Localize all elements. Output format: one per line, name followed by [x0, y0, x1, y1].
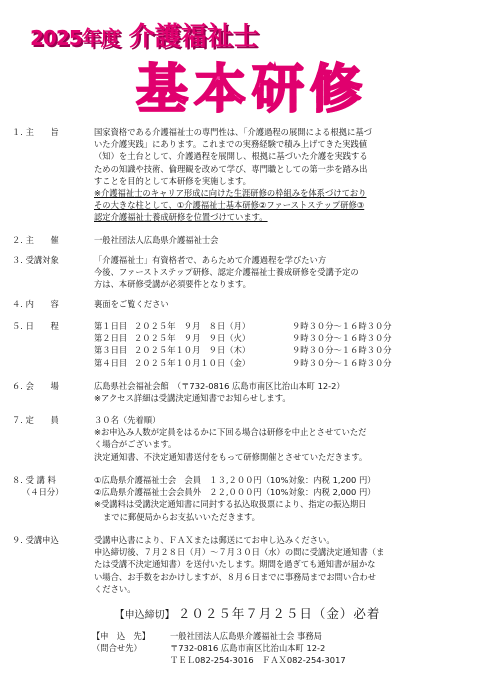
schedule-time: ９時３０分～１６時３０分 [292, 333, 392, 344]
schedule-time: ９時３０分～１６時３０分 [292, 321, 392, 331]
contact-block [92, 630, 346, 667]
schedule-time: ９時３０分～１６時３０分 [292, 357, 392, 368]
section-label: ９. 受講申込 [12, 535, 59, 545]
section-target [12, 254, 487, 291]
schedule-time: ９時３０分～１６時３０分 [292, 345, 392, 356]
text-line: ※お申込み人数が定員をはるかに下回る場合は研修を中止とさせていただ [94, 427, 367, 438]
section-schedule [12, 320, 487, 369]
section-label: ３. 受講対象 [12, 255, 59, 265]
text-line: ください。 [94, 583, 136, 594]
section-label: ４. 内 容 [12, 299, 59, 309]
contact-address: 〒732-0816 広島市南区比治山本町 12-2 [170, 643, 326, 654]
text-line: ①広島県介護福祉士会 会員 １３,２００円（10%対象：内税 1,200 円） [94, 475, 376, 485]
text-line: 国家資格である介護福祉士の専門性は、「介護過程の展開による根拠に基づ [94, 127, 372, 137]
section-label [12, 474, 76, 498]
section-purpose [12, 126, 487, 224]
contact-label: （問合せ先） [92, 643, 142, 654]
contact-label: 【申 込 先】 [92, 631, 151, 641]
section-content [12, 298, 487, 310]
schedule-day: 第４日目 [94, 357, 128, 368]
text-line: ３０名（先着順） [94, 415, 161, 425]
schedule-row [94, 332, 487, 344]
note-line: ※介護福祉士のキャリア形成に向けた生涯研修の枠組みを体系づけており [94, 188, 367, 199]
text-line: 方は、本研修受講が必須要件となります。 [94, 279, 251, 290]
text-line: 今後、ファーストステップ研修、認定介護福祉士養成研修を受講予定の [94, 267, 359, 278]
section-capacity [12, 414, 487, 463]
schedule-date: ２０２５年 ９月 ９日（火） [134, 333, 251, 344]
text-line: たは受講不決定通知書）を送付いたします。期間を過ぎても通知書が届かな [94, 559, 376, 570]
fee-sublabel: （４日分） [22, 487, 64, 498]
text-line: 申込締切後、７月２８日（月）～７月３０日（水）の間に受講決定通知書（ま [94, 547, 385, 558]
deadline-label: 【申込締切】 [114, 610, 175, 621]
section-label: １. 主 旨 [12, 127, 59, 137]
text-line: 広島県社会福祉会館 （〒732-0816 広島市南区比治山本町 12-2） [94, 381, 345, 391]
section-label: ２. 主 催 [12, 235, 59, 245]
text-line: 一般社団法人広島県介護福祉士会 [94, 235, 219, 245]
text-line: （知）を土台として、介護過程を展開し、根拠に基づいた介護を実践する [94, 151, 368, 162]
deadline [0, 604, 495, 622]
schedule-row [94, 344, 487, 356]
title-main: 介護福祉士 [128, 22, 259, 52]
section-venue [12, 380, 487, 404]
section-label: ７. 定 員 [12, 415, 59, 425]
text-line: く場合がございます。 [94, 439, 177, 450]
section-label: ６. 会 場 [12, 381, 59, 391]
text-line: 「介護福祉士」有資格者で、あらためて介護過程を学びたい方 [94, 255, 327, 265]
schedule-date: ２０２５年１０月 ９日（木） [134, 345, 251, 356]
schedule-date: ２０２５年 ９月 ８日（月） [134, 321, 251, 331]
title-line [30, 20, 470, 54]
text-line: 受講申込書により、ＦＡＸまたは郵送にてお申し込みください。 [94, 535, 335, 545]
schedule-date: ２０２５年１０月１０日（金） [134, 357, 251, 368]
section-fee [12, 474, 487, 523]
title-year: 2025年度 [30, 26, 120, 50]
section-application [12, 534, 487, 595]
note-line: その大きな柱として、①介護福祉士基本研修②ファーストステップ研修③ [94, 200, 365, 211]
text-line: すことを目的として本研修を実施します。 [94, 175, 251, 186]
schedule-day: 第３日目 [94, 345, 128, 356]
contact-org: 一般社団法人広島県介護福祉士会 事務局 [170, 631, 322, 641]
text-line: い場合、お手数をおかけしますが、８月６日までに事務局までお問い合わせ [94, 571, 377, 582]
text-line: ※アクセス詳細は受講決定通知書でお知らせします。 [94, 393, 291, 404]
schedule-row [94, 357, 487, 369]
text-line: までに郵便局からお支払いいただきます。 [103, 511, 260, 522]
text-line: いた介護実践」にあります。これまでの実務経験で積み上げてきた実践値 [94, 139, 368, 150]
text-line: 裏面をご覧ください [94, 299, 169, 309]
fee-label: ８. 受 講 料 [12, 475, 56, 485]
section-organizer [12, 234, 487, 246]
text-line: 決定通知書、不決定通知書送付をもって研修開催とさせていただきます。 [94, 451, 368, 462]
contact-phone: ＴＥＬ082-254-3016 ＦＡＸ082-254-3017 [170, 655, 346, 666]
note-line: 認定介護福祉士養成研修を位置づけています。 [94, 212, 268, 223]
text-line: ための知識や技術、倫理観を改めて学び、専門職としての第一歩を踏み出 [94, 163, 368, 174]
text-line: ※受講料は受講決定通知書に同封する払込取扱票により、指定の振込期日 [94, 499, 367, 510]
text-line: ②広島県介護福祉士会会員外 ２２,０００円（10%対象：内税 2,000 円） [94, 487, 376, 498]
schedule-row [94, 320, 487, 332]
title-sub: 基本研修 [52, 60, 452, 120]
deadline-date: ２０２５年７月２５日（金）必着 [177, 606, 381, 621]
schedule-day: 第１日目 [94, 321, 128, 331]
section-label: ５. 日 程 [12, 321, 59, 331]
schedule-day: 第２日目 [94, 333, 128, 344]
